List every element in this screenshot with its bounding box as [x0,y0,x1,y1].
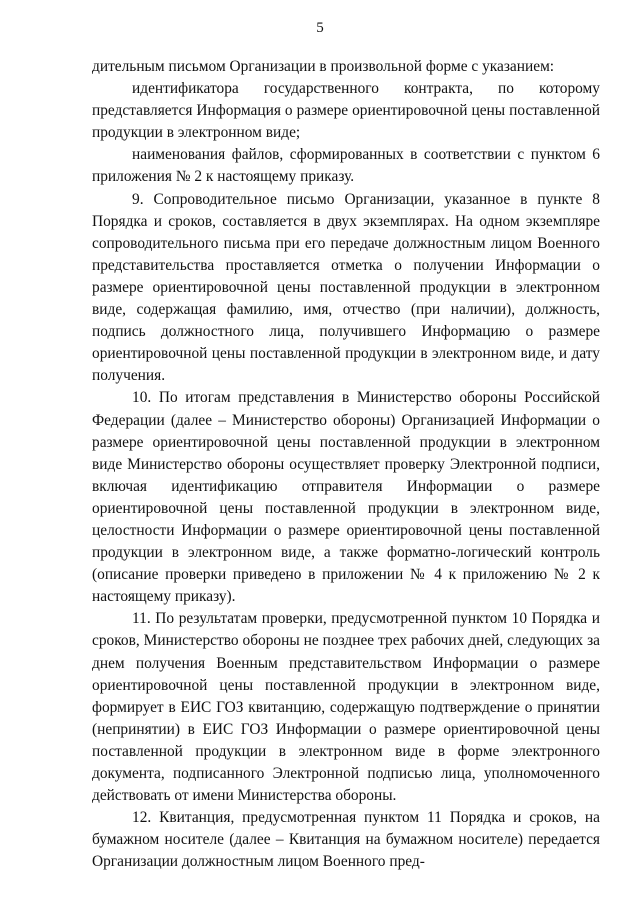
paragraph-10: 10. По итогам представления в Министерство обороны Российской Федерации (далее – Министерство обороны) Организацией Информации о размере ориентировочной цены поставленной продукции в электронном виде Министерство обороны осуществляет проверку Электронной подписи, включая идентификацию отправителя Информации о размере ориентировочной цены поставленной продукции в электронном виде, целостности Информации о размере ориентировочной цены поставленной продукции в электронном виде, а также форматно-логический контроль (описание проверки приведено в приложении № 4 к приложению № 2 к настоящему приказу). [92,389,600,606]
paragraph-9: 9. Сопроводительное письмо Организации, указанное в пункте 8 Порядка и сроков, составляется в двух экземплярах. На одном экземпляре сопроводительного письма при его передаче должностным лицом Военного представительства проставляется отметка о получении Информации о размере ориентировочной цены поставленной продукции в электронном виде, содержащая фамилию, имя, отчество (при наличии), должность, подпись должностного лица, получившего Информацию о размере ориентировочной цены поставленной продукции в электронном виде, и дату получения. [92,190,600,385]
paragraph-contract-identifier: идентификатора государственного контракта, по которому представляется Информация о размере ориентировочной цены поставленной продукции в электронном виде; [92,80,600,142]
paragraph-file-names: наименования файлов, сформированных в соответствии с пунктом 6 приложения № 2 к настоящему приказу. [92,146,600,186]
paragraph-11: 11. По результатам проверки, предусмотренной пунктом 10 Порядка и сроков, Министерство обороны не позднее трех рабочих дней, следующих за днем получения Военным представительством Информации о размере ориентировочной цены поставленной продукции в электронном виде, формирует в ЕИС ГОЗ квитанцию, содержащую подтверждение о принятии (непринятии) в ЕИС ГОЗ Информации о размере ориентировочной цены поставленной продукции в электронном виде в форме электронного документа, подписанного Электронной подписью лица, уполномоченного действовать от имени Министерства обороны. [92,610,600,805]
body-text [92,56,600,873]
page-number: 5 [316,20,324,36]
paragraph-continuation: дительным письмом Организации в произвольной форме с указанием: [92,58,555,75]
paragraph-12: 12. Квитанция, предусмотренная пунктом 11 Порядка и сроков, на бумажном носителе (далее – Квитанция на бумажном носителе) передается Организации должностным лицом Военного пред- [92,809,600,871]
